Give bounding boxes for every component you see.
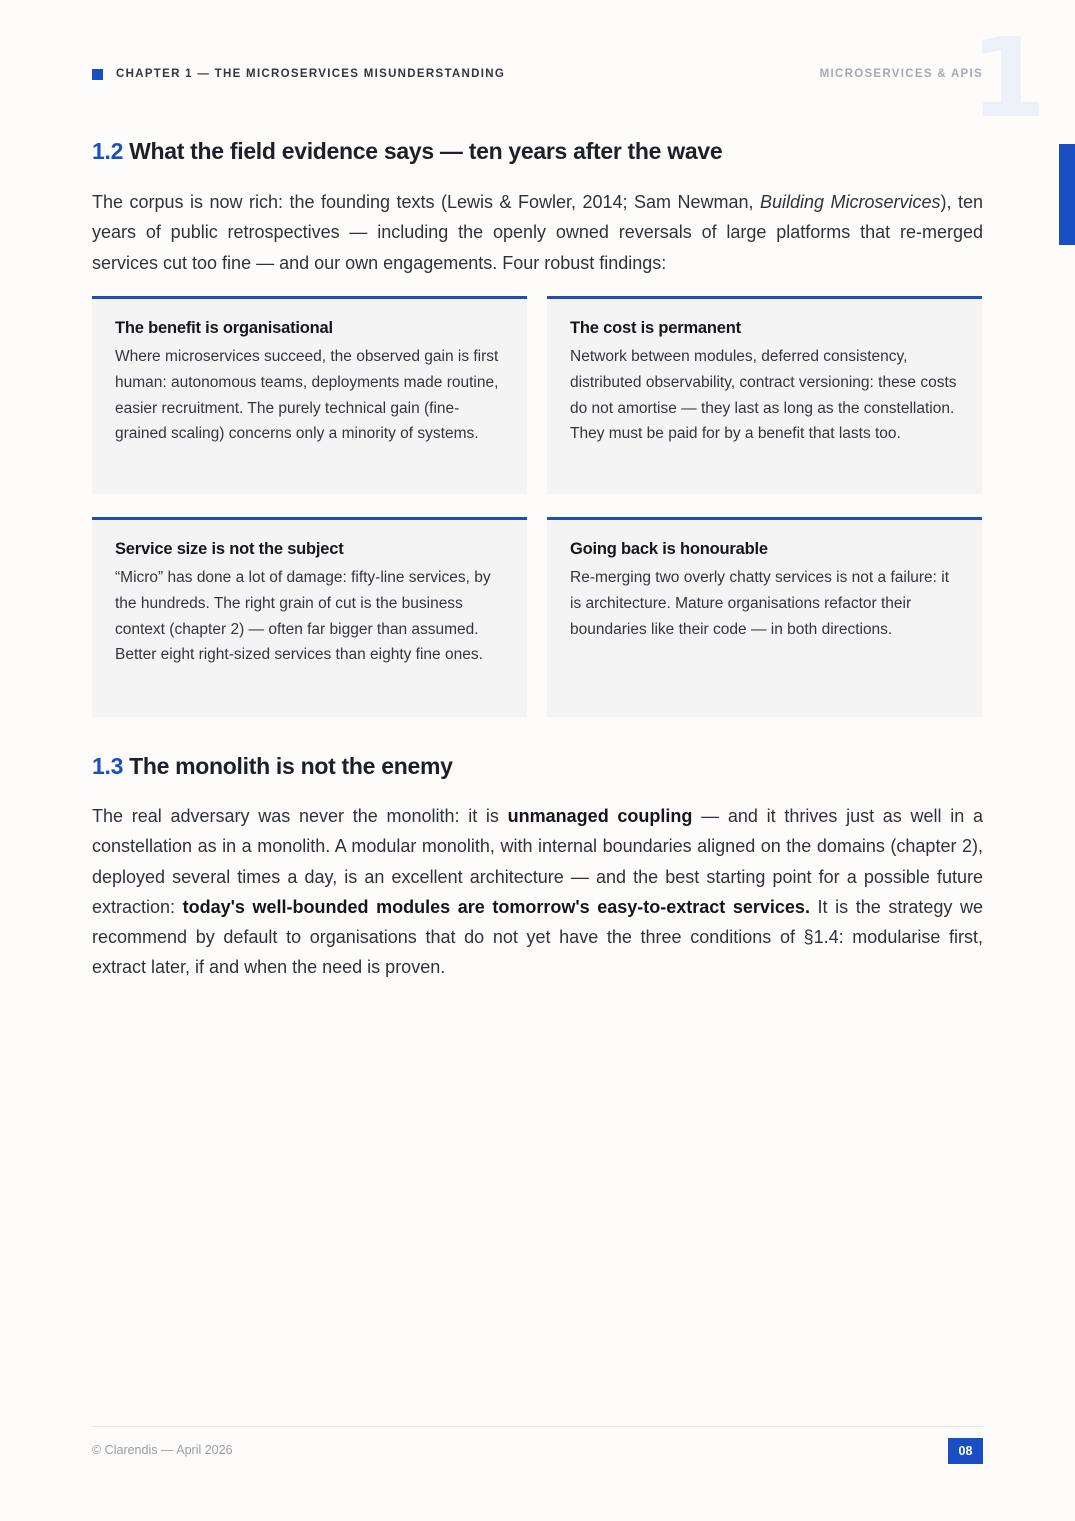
- body-text: — and it thrives just as well in a constellation as in a monolith. A modular monolith, with internal boundaries aligned on the domains (chapter 2), deployed several times a day, is an excellent architecture — and the best starting point for a possible future extraction:: [92, 806, 984, 917]
- chapter-edge-tab: [1059, 144, 1075, 245]
- emphasis-text: today's well-bounded modules are tomorrow's easy-to-extract services.: [182, 896, 810, 917]
- body-text: It is the strategy we recommend by default to organisations that do not yet have the three conditions of §1.4: modularise first, extract later, if and when the need is proven.: [92, 896, 983, 978]
- intro-text: The corpus is now rich: the founding texts (Lewis & Fowler, 2014; Sam Newman,: [92, 192, 760, 212]
- book-title-label: MICROSERVICES & APIS: [819, 68, 983, 80]
- finding-text: Network between modules, deferred consistency, distributed observability, contract versioning: these costs do not amortise — they last as long as the constellation. They must be paid for by a benefit that lasts too.: [570, 348, 957, 443]
- finding-text: Where microservices succeed, the observed gain is first human: autonomous teams, deployments made routine, easier recruitment. The purely technical gain (fine-grained scaling) concerns only a minority of systems.: [115, 348, 499, 443]
- chapter-label: CHAPTER 1 — THE MICROSERVICES MISUNDERSTANDING: [116, 68, 506, 80]
- section-1-3-body: [92, 801, 983, 983]
- finding-card: [547, 517, 982, 717]
- chapter-marker-square: [92, 69, 103, 80]
- finding-card: [547, 296, 982, 494]
- body-text: The real adversary was never the monolith: it is: [92, 806, 508, 826]
- running-header: [92, 66, 983, 82]
- section-1-2-heading: [92, 138, 722, 165]
- finding-title: Going back is honourable: [570, 540, 768, 558]
- finding-title: The benefit is organisational: [115, 319, 333, 337]
- section-title: The monolith is not the enemy: [129, 753, 453, 779]
- section-1-3-heading: [92, 753, 453, 780]
- intro-text: ), ten years of public retrospectives — including the openly owned reversals of large platforms that re-merged services cut too fine — and our own engagements. Four robust findings:: [92, 192, 984, 273]
- finding-title: The cost is permanent: [570, 319, 741, 337]
- chapter-heading: [92, 68, 505, 80]
- section-title: What the field evidence says — ten years after the wave: [129, 138, 723, 164]
- page-number-badge: 08: [948, 1438, 983, 1464]
- finding-text: Re-merging two overly chatty services is not a failure: it is architecture. Mature organisations refactor their boundaries like their code — in both directions.: [570, 569, 950, 638]
- emphasis-text: unmanaged coupling: [507, 806, 693, 826]
- footer-copyright: © Clarendis — April 2026: [92, 1443, 233, 1457]
- finding-card: [92, 296, 527, 494]
- chapter-number-watermark: 1: [970, 14, 1047, 142]
- section-1-2-intro: [92, 187, 983, 278]
- finding-text: “Micro” has done a lot of damage: fifty-line services, by the hundreds. The right grain of cut is the business context (chapter 2) — often far bigger than assumed. Better eight right-sized services than eighty fine ones.: [115, 569, 491, 664]
- section-number: 1.3: [92, 753, 124, 779]
- finding-card: [92, 517, 527, 717]
- book-reference: Building Microservices: [759, 192, 941, 212]
- section-number: 1.2: [92, 138, 124, 164]
- footer-divider: [92, 1426, 983, 1427]
- finding-title: Service size is not the subject: [115, 540, 344, 558]
